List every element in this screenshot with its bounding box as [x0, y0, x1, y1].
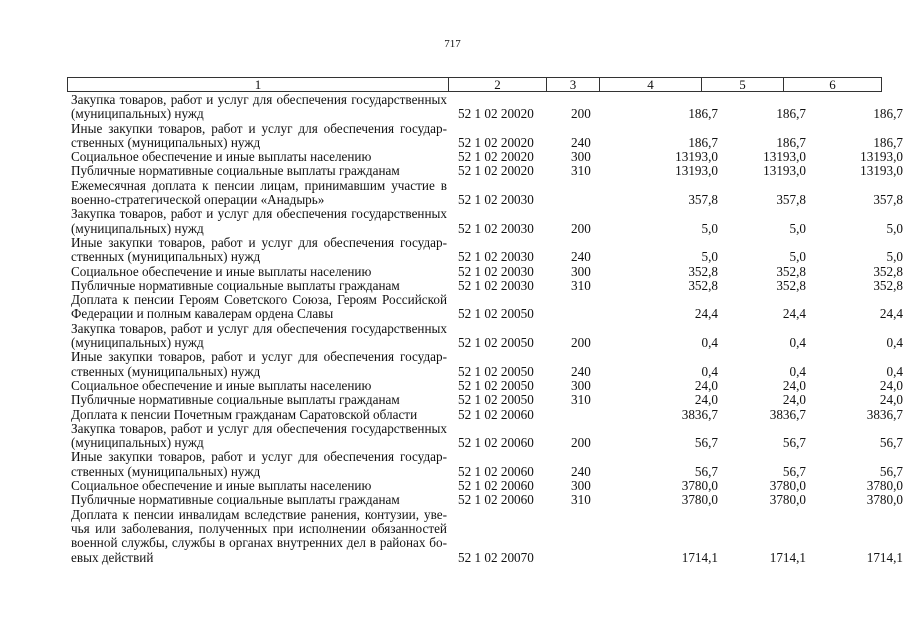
table-row	[71, 379, 903, 393]
row-value-col4: 24,0	[694, 377, 718, 393]
row-name-line: Ежемесячная доплата к пенсии лицам, принимавшим участие в	[71, 177, 447, 193]
row-name-line: Закупка товаров, работ и услуг для обеспечения государственных	[71, 206, 447, 222]
row-value-col6: 352,8	[873, 263, 903, 279]
row-value-col5: 3780,0	[769, 478, 806, 494]
row-value-col6: 24,0	[879, 392, 903, 408]
row-name-line: Социальное обеспечение и иные выплаты населению	[71, 377, 372, 393]
row-value-col6: 0,4	[886, 363, 903, 379]
table-row	[71, 322, 903, 351]
row-value-col4: 24,4	[694, 306, 718, 322]
row-value-col4: 357,8	[688, 192, 718, 208]
row-name	[71, 279, 447, 293]
row-name-line: Закупка товаров, работ и услуг для обеспечения государственных	[71, 420, 447, 436]
row-code: 52 1 02 20070	[458, 549, 534, 565]
row-value-col5: 3836,7	[769, 406, 806, 422]
table-row	[71, 122, 903, 151]
table-row	[71, 408, 903, 422]
row-code: 52 1 02 20020	[458, 134, 534, 150]
row-name	[71, 150, 447, 164]
row-name	[71, 493, 447, 507]
row-code: 52 1 02 20030	[458, 277, 534, 293]
row-value-col4: 3836,7	[681, 406, 718, 422]
row-name-line: Публичные нормативные социальные выплаты гражданам	[71, 392, 400, 408]
row-name	[71, 479, 447, 493]
row-value-col4: 24,0	[694, 392, 718, 408]
row-code: 52 1 02 20020	[458, 149, 534, 165]
row-expense-type: 310	[571, 392, 591, 408]
row-value-col6: 24,0	[879, 377, 903, 393]
row-expense-type	[557, 551, 607, 565]
row-expense-type: 300	[571, 478, 591, 494]
row-code: 52 1 02 20050	[458, 363, 534, 379]
row-code: 52 1 02 20060	[458, 492, 534, 508]
row-name-line: Доплата к пенсии Героям Советского Союза, Героям Российской	[71, 292, 447, 308]
row-value-col5: 24,0	[782, 392, 806, 408]
row-expense-type: 310	[571, 277, 591, 293]
row-expense-type: 200	[571, 106, 591, 122]
row-value-col4: 56,7	[694, 463, 718, 479]
row-value-col6: 13193,0	[860, 149, 903, 165]
row-name-line: Доплата к пенсии инвалидам вследствие ранения, контузии, уве-	[71, 506, 447, 522]
row-value-col4: 1714,1	[681, 549, 718, 565]
row-name-line: ственных (муниципальных) нужд	[71, 363, 261, 379]
row-name	[71, 179, 447, 208]
row-value-col5: 186,7	[776, 134, 806, 150]
row-expense-type: 240	[571, 134, 591, 150]
table-row	[71, 293, 903, 322]
row-name-line: Публичные нормативные социальные выплаты гражданам	[71, 492, 400, 508]
row-name	[71, 164, 447, 178]
row-value-col6: 357,8	[873, 192, 903, 208]
row-value-col6: 186,7	[873, 134, 903, 150]
row-value-col4: 0,4	[701, 335, 718, 351]
row-value-col5: 0,4	[789, 335, 806, 351]
row-expense-type: 300	[571, 149, 591, 165]
row-value-col5: 352,8	[776, 277, 806, 293]
row-value-col6: 13193,0	[860, 163, 903, 179]
row-code: 52 1 02 20060	[458, 463, 534, 479]
row-expense-type: 240	[571, 463, 591, 479]
row-value-col6: 3780,0	[866, 478, 903, 494]
header-col-6: 6	[783, 78, 881, 91]
table-row	[71, 93, 903, 122]
row-code: 52 1 02 20050	[458, 392, 534, 408]
row-name-line: Иные закупки товаров, работ и услуг для обеспечения государ-	[71, 349, 447, 365]
row-name-line: Публичные нормативные социальные выплаты гражданам	[71, 163, 400, 179]
header-col-1: 1	[254, 77, 262, 92]
row-expense-type: 310	[571, 492, 591, 508]
row-code: 52 1 02 20030	[458, 220, 534, 236]
header-col-3: 3	[546, 78, 599, 91]
row-value-col6: 5,0	[886, 249, 903, 265]
table-row	[71, 164, 903, 178]
row-name-line: Публичные нормативные социальные выплаты гражданам	[71, 277, 400, 293]
row-name-line: ственных (муниципальных) нужд	[71, 134, 261, 150]
table-row	[71, 422, 903, 451]
table-row	[71, 265, 903, 279]
row-name	[71, 293, 447, 322]
row-value-col6: 5,0	[886, 220, 903, 236]
table-row	[71, 493, 903, 507]
row-name-line: (муниципальных) нужд	[71, 220, 204, 236]
row-expense-type	[557, 193, 607, 207]
row-name	[71, 207, 447, 236]
header-col-2: 2	[448, 78, 546, 91]
row-name-line: Иные закупки товаров, работ и услуг для обеспечения государ-	[71, 234, 447, 250]
row-value-col6: 56,7	[879, 463, 903, 479]
row-name	[71, 379, 447, 393]
row-name	[71, 122, 447, 151]
row-name	[71, 236, 447, 265]
row-value-col5: 1714,1	[769, 549, 806, 565]
row-expense-type: 240	[571, 363, 591, 379]
row-name-line: Федерации и полным кавалерам ордена Славы	[71, 306, 334, 322]
row-value-col4: 352,8	[688, 277, 718, 293]
table-row	[71, 279, 903, 293]
row-value-col5: 5,0	[789, 220, 806, 236]
row-name	[71, 350, 447, 379]
row-value-col6: 24,4	[879, 306, 903, 322]
row-code: 52 1 02 20050	[458, 306, 534, 322]
row-name	[71, 265, 447, 279]
row-name-line: военной службы, службы в органах внутренних дел в районах бо-	[71, 535, 447, 551]
row-value-col4: 13193,0	[675, 163, 718, 179]
page-number: 717	[444, 38, 461, 50]
row-code: 52 1 02 20030	[458, 263, 534, 279]
table-row	[71, 150, 903, 164]
row-expense-type: 310	[571, 163, 591, 179]
row-name-line: ственных (муниципальных) нужд	[71, 463, 261, 479]
row-name-line: (муниципальных) нужд	[71, 106, 204, 122]
row-name-line: ственных (муниципальных) нужд	[71, 249, 261, 265]
row-code: 52 1 02 20060	[458, 435, 534, 451]
row-value-col5: 56,7	[782, 463, 806, 479]
row-value-col4: 3780,0	[681, 492, 718, 508]
row-value-col6: 3836,7	[866, 406, 903, 422]
row-code: 52 1 02 20030	[458, 249, 534, 265]
table-row	[71, 393, 903, 407]
row-expense-type	[557, 307, 607, 321]
row-code: 52 1 02 20050	[458, 335, 534, 351]
row-value-col6: 3780,0	[866, 492, 903, 508]
row-code: 52 1 02 20030	[458, 192, 534, 208]
row-name-line: Социальное обеспечение и иные выплаты населению	[71, 263, 372, 279]
row-value-col4: 13193,0	[675, 149, 718, 165]
row-code: 52 1 02 20020	[458, 163, 534, 179]
row-value-col4: 56,7	[694, 435, 718, 451]
row-name	[71, 93, 447, 122]
row-code: 52 1 02 20050	[458, 377, 534, 393]
row-value-col5: 5,0	[789, 249, 806, 265]
row-expense-type: 200	[571, 220, 591, 236]
row-value-col5: 13193,0	[763, 149, 806, 165]
row-name-line: Социальное обеспечение и иные выплаты населению	[71, 149, 372, 165]
row-name	[71, 393, 447, 407]
row-name	[71, 408, 447, 422]
row-value-col5: 352,8	[776, 263, 806, 279]
row-name	[71, 450, 447, 479]
row-expense-type: 240	[571, 249, 591, 265]
row-name-line: (муниципальных) нужд	[71, 435, 204, 451]
row-name	[71, 508, 447, 565]
row-name-line: Иные закупки товаров, работ и услуг для обеспечения государ-	[71, 449, 447, 465]
row-name-line: военно-стратегической операции «Анадырь»	[71, 192, 325, 208]
row-code: 52 1 02 20020	[458, 106, 534, 122]
row-value-col4: 5,0	[701, 249, 718, 265]
table-row	[71, 350, 903, 379]
row-code: 52 1 02 20060	[458, 478, 534, 494]
row-name-line: Иные закупки товаров, работ и услуг для обеспечения государ-	[71, 120, 447, 136]
row-value-col4: 0,4	[701, 363, 718, 379]
header-col-4: 4	[599, 78, 701, 91]
row-value-col6: 1714,1	[866, 549, 903, 565]
row-name-line: Доплата к пенсии Почетным гражданам Саратовской области	[71, 406, 418, 422]
header-col-5: 5	[701, 78, 783, 91]
table-row	[71, 207, 903, 236]
row-value-col5: 357,8	[776, 192, 806, 208]
table-row	[71, 450, 903, 479]
row-name	[71, 322, 447, 351]
table-row	[71, 179, 903, 208]
row-value-col6: 352,8	[873, 277, 903, 293]
row-value-col6: 186,7	[873, 106, 903, 122]
row-name-line: Закупка товаров, работ и услуг для обеспечения государственных	[71, 320, 447, 336]
row-name	[71, 422, 447, 451]
row-value-col4: 3780,0	[681, 478, 718, 494]
row-code: 52 1 02 20060	[458, 406, 534, 422]
row-value-col5: 24,4	[782, 306, 806, 322]
row-expense-type: 300	[571, 377, 591, 393]
row-value-col5: 13193,0	[763, 163, 806, 179]
table-row	[71, 479, 903, 493]
row-value-col4: 5,0	[701, 220, 718, 236]
table-body	[71, 93, 903, 565]
row-name-line: чья или заболевания, полученных при исполнении обязанностей	[71, 520, 447, 536]
row-value-col4: 352,8	[688, 263, 718, 279]
row-value-col4: 186,7	[688, 106, 718, 122]
table-row	[71, 236, 903, 265]
row-value-col4: 186,7	[688, 134, 718, 150]
row-expense-type	[557, 408, 607, 422]
row-value-col5: 24,0	[782, 377, 806, 393]
row-name-line: евых действий	[71, 549, 154, 565]
row-expense-type: 200	[571, 335, 591, 351]
row-expense-type: 300	[571, 263, 591, 279]
row-value-col5: 0,4	[789, 363, 806, 379]
row-expense-type: 200	[571, 435, 591, 451]
table-header	[67, 77, 882, 92]
row-value-col6: 0,4	[886, 335, 903, 351]
table-row	[71, 508, 903, 565]
row-value-col5: 3780,0	[769, 492, 806, 508]
row-value-col6: 56,7	[879, 435, 903, 451]
row-value-col5: 186,7	[776, 106, 806, 122]
row-name-line: (муниципальных) нужд	[71, 335, 204, 351]
row-name-line: Закупка товаров, работ и услуг для обеспечения государственных	[71, 92, 447, 107]
row-name-line: Социальное обеспечение и иные выплаты населению	[71, 478, 372, 494]
row-value-col5: 56,7	[782, 435, 806, 451]
